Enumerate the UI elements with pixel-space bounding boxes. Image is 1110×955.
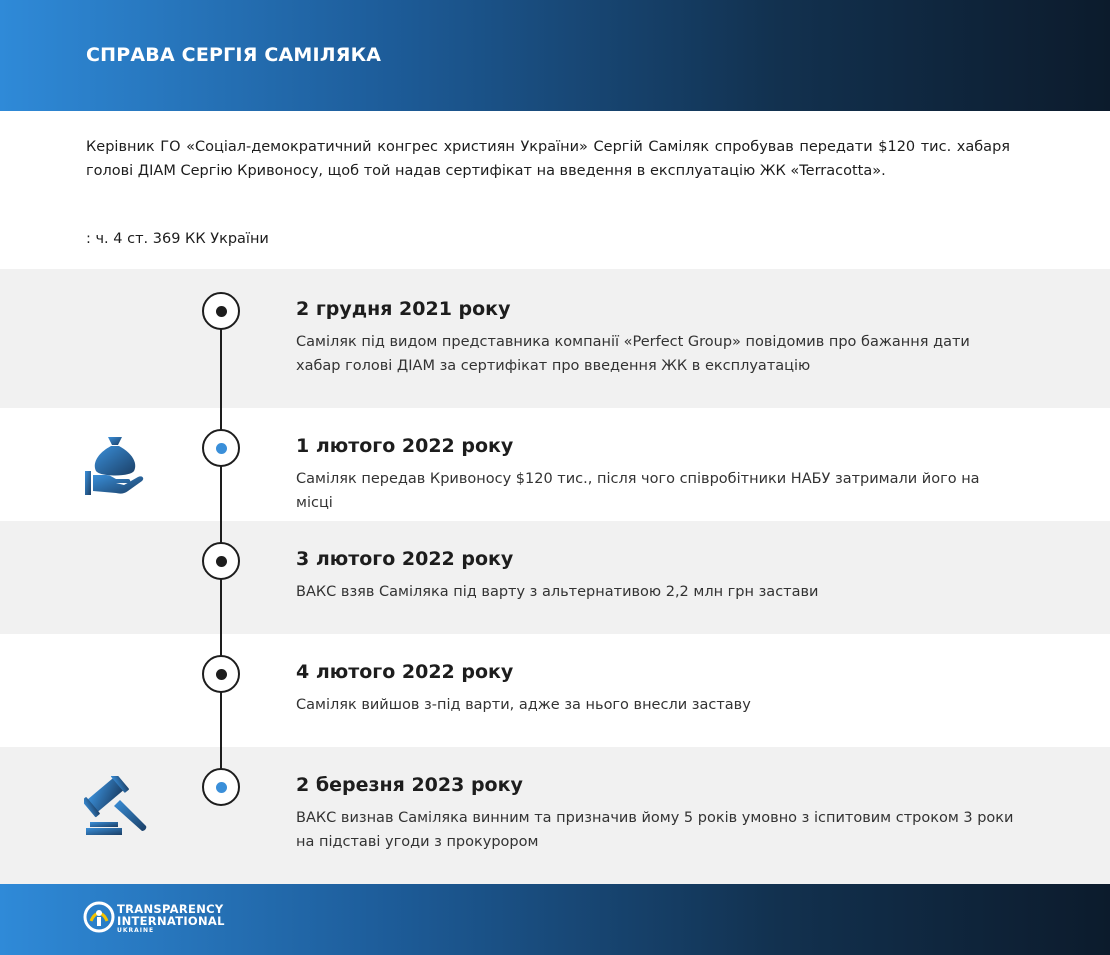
logo-text-international: INTERNATIONAL xyxy=(117,914,225,928)
event-description-line: Саміляк вийшов з-під варти, адже за нього внесли заставу xyxy=(296,697,751,713)
logo-text-transparency: TRANSPARENCY xyxy=(117,902,224,916)
event-band-4 xyxy=(0,634,1110,747)
transparency-logo-icon xyxy=(83,901,115,937)
timeline-marker xyxy=(202,768,240,806)
event-description-line: ВАКС взяв Саміляка під варту з альтернативою 2,2 млн грн застави xyxy=(296,584,819,600)
event-band-3 xyxy=(0,521,1110,634)
timeline-dot xyxy=(216,443,227,454)
intro-paragraph: Керівник ГО «Соціал-демократичний конгрес християн України» Сергій Саміляк спробував передати $120 тис. хабаря голові ДІАМ Сергію Кривоносу, щоб той надав сертифікат на введення в експлуатацію ЖК «Terracotta». xyxy=(86,139,1010,179)
page-title: СПРАВА СЕРГІЯ САМІЛЯКА xyxy=(86,44,382,66)
event-description-line: Саміляк під видом представника компанії «Perfect Group» повідомив про бажання дати xyxy=(296,334,970,350)
event-description-line: на підставі угоди з прокурором xyxy=(296,834,539,850)
timeline-marker xyxy=(202,655,240,693)
timeline-marker xyxy=(202,292,240,330)
event-description xyxy=(296,693,1016,717)
event-date: 2 грудня 2021 року xyxy=(296,298,511,320)
event-description xyxy=(296,467,1016,515)
event-description xyxy=(296,330,1016,378)
event-date: 3 лютого 2022 року xyxy=(296,548,514,570)
event-description xyxy=(296,806,1016,854)
timeline-dot xyxy=(216,669,227,680)
money-bag-hand-icon xyxy=(84,433,146,501)
event-description xyxy=(296,580,1016,604)
criminal-code-article: : ч. 4 ст. 369 КК України xyxy=(86,231,269,247)
timeline-dot xyxy=(216,556,227,567)
timeline-dot xyxy=(216,306,227,317)
gavel-icon xyxy=(84,776,148,840)
event-description-line: Саміляк передав Кривоносу $120 тис., після чого співробітники НАБУ затримали його на місці xyxy=(296,471,980,511)
event-description-line: хабар голові ДІАМ за сертифікат про введення ЖК в експлуатацію xyxy=(296,358,811,374)
event-date: 2 березня 2023 року xyxy=(296,774,523,796)
logo-text-ukraine: UKRAINE xyxy=(117,927,155,934)
timeline-marker xyxy=(202,429,240,467)
event-description-line: ВАКС визнав Саміляка винним та призначив йому 5 років умовно з іспитовим строком 3 роки xyxy=(296,810,1014,826)
timeline-dot xyxy=(216,782,227,793)
event-date: 1 лютого 2022 року xyxy=(296,435,514,457)
timeline-marker xyxy=(202,542,240,580)
event-date: 4 лютого 2022 року xyxy=(296,661,514,683)
